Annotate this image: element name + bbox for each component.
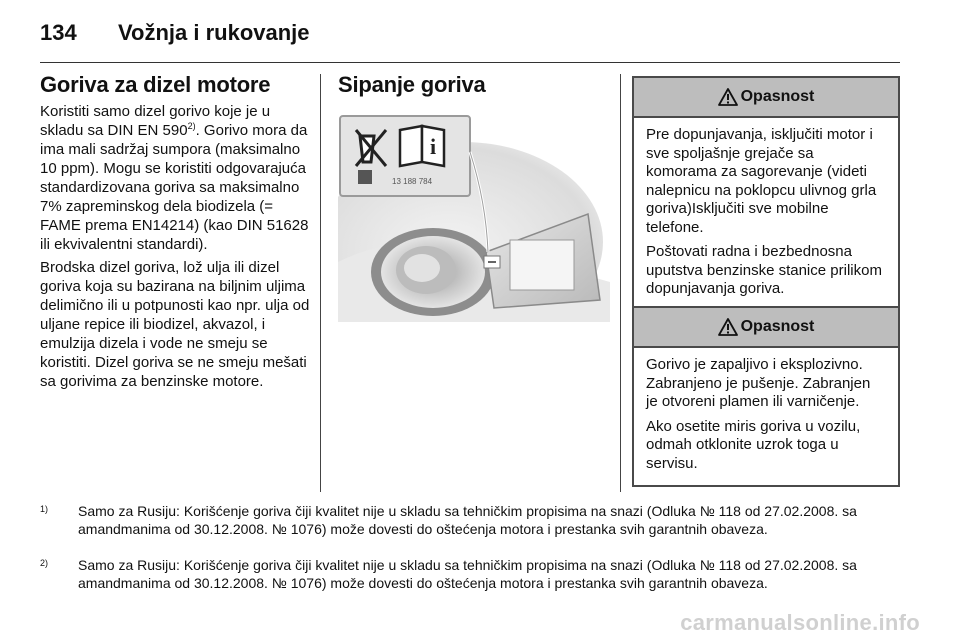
warning-paragraph: Ako osetite miris goriva u vozilu, odmah otklonite uzrok toga u servisu. bbox=[646, 417, 861, 472]
warning-header bbox=[634, 78, 898, 118]
warning-body bbox=[634, 348, 898, 485]
footnote-2 bbox=[40, 556, 900, 592]
warning-header bbox=[634, 308, 898, 348]
paragraph-text: . Gorivo mora da ima mali sadržaj sumpora (maksimalno 10 ppm). Mogu se koristiti odgovarajuća standardizovana goriva sa maksimalno 7% zapreminskog dela biodizela (= FAME prema EN14214) (kao DIN 51628 ili ekvivalentni standardi). bbox=[40, 122, 309, 253]
warning-paragraph: Pre dopunjavanja, isključiti motor i sve spoljašnje grejače sa komorama za sagorevanje (videti nalepnicu na poklopcu ulivnog grla goriva)Isključiti sve mobilne telefone. bbox=[646, 126, 877, 236]
image-label-code: 13 188 784 bbox=[392, 177, 433, 186]
page-number: 134 bbox=[40, 20, 77, 45]
danger-warning-box-1 bbox=[632, 76, 900, 313]
footnote-mark: 1) bbox=[40, 504, 49, 514]
section-title: Vožnja i rukovanje bbox=[118, 20, 310, 45]
warning-paragraph: Poštovati radna i bezbednosna uputstva benzinske stanice prilikom dopunjavanja goriva. bbox=[646, 243, 882, 297]
footnote-ref-2[interactable]: 2) bbox=[187, 121, 196, 131]
header-rule bbox=[40, 62, 900, 63]
footnote-text: Samo za Rusiju: Korišćenje goriva čiji kvalitet nije u skladu sa tehničkim propisima na snazi (Odluka № 118 od 27.02.2008. sa amandmanima od 30.12.2008. № 1076) može dovesti do oštećenja motora i prestanka svih garantnih obaveza. bbox=[78, 503, 857, 537]
paragraph-text: Koristiti samo dizel gorivo koje je u skladu sa DIN EN 590 bbox=[40, 103, 271, 139]
column-refuelling bbox=[338, 72, 610, 98]
diesel-fuels-paragraph-2: Brodska dizel goriva, lož ulja ili dizel goriva koja su bazirana na biljnim uljima delimično ili u potpunosti kao npr. ulja od uljane repice ili biodizel, akvazol, i emulzija dizela i vode ne smeju se koristiti. Dizel goriva se ne smeju mešati sa gorivima za benzinske motore. bbox=[40, 259, 310, 390]
warning-paragraph: Gorivo je zapaljivo i eksplozivno. Zabranjeno je pušenje. Zabranjen je otvoreni plamen ili varničenje. bbox=[646, 356, 871, 410]
column-divider-2 bbox=[620, 74, 621, 492]
footnote-1 bbox=[40, 502, 900, 538]
footnote-mark: 2) bbox=[40, 558, 49, 568]
warning-triangle-icon bbox=[718, 88, 738, 106]
footnote-text: Samo za Rusiju: Korišćenje goriva čiji kvalitet nije u skladu sa tehničkim propisima na snazi (Odluka № 118 od 27.02.2008. sa amandmanima od 30.12.2008. № 1076) može dovesti do oštećenja motora i prestanka svih garantnih obaveza. bbox=[78, 557, 857, 591]
danger-warning-box-2 bbox=[632, 306, 900, 487]
warning-title: Opasnost bbox=[740, 88, 815, 105]
warning-title: Opasnost bbox=[740, 318, 815, 335]
column-divider-1 bbox=[320, 74, 321, 492]
warning-triangle-icon bbox=[718, 318, 738, 336]
diesel-fuels-paragraph-1 bbox=[40, 102, 310, 254]
fuel-filler-flap-illustration bbox=[338, 112, 610, 322]
refuelling-heading: Sipanje goriva bbox=[338, 72, 486, 97]
column-diesel-fuels bbox=[40, 72, 310, 391]
diesel-fuels-heading: Goriva za dizel motore bbox=[40, 72, 271, 97]
warning-body bbox=[634, 118, 898, 311]
fuel-flap-drawing bbox=[338, 112, 610, 322]
svg-text:i: i bbox=[430, 134, 437, 159]
watermark-text: carmanualsonline.info bbox=[680, 610, 920, 635]
page-header bbox=[40, 18, 310, 48]
